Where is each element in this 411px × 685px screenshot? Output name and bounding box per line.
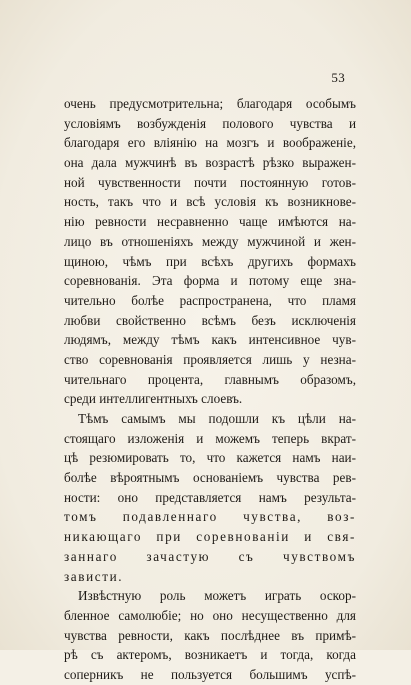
text-line: чительнаго процента, главнымъ образомъ, (64, 371, 356, 387)
body-text (64, 94, 356, 685)
text-line: ности: оно представляется намъ результа- (64, 489, 356, 505)
text-line: любви свойственно всѣмъ безъ исключенія (64, 312, 356, 328)
text-line: людямъ, между тѣмъ какъ интенсивное чув- (64, 332, 356, 348)
text-line: томъ подавленнаго чувства, воз- (64, 509, 356, 525)
text-line: среди интеллигентныхъ слоевъ. (64, 391, 243, 407)
text-line: лицо въ отношеніяхъ между мужчиной и жен- (64, 233, 356, 249)
text-line: Тѣмъ самымъ мы подошли къ цѣли на- (78, 411, 356, 426)
text-line: стоящаго изложенія и можемъ теперь вкрат- (64, 430, 356, 446)
text-line: соперникъ не пользуется большимъ успѣ- (64, 666, 356, 682)
text-line: никающаго при соревнованіи и свя- (64, 529, 356, 545)
text-line: рѣ съ актеромъ, возникаетъ и тогда, когда (64, 647, 356, 663)
text-line: зависти. (64, 568, 124, 584)
text-line: условіямъ возбужденія полового чувства и (64, 115, 356, 131)
text-line: болѣе вѣроятнымъ основаніемъ чувства рев- (64, 470, 356, 486)
text-line: ность, такъ что и всѣ условія къ возникнове- (64, 194, 356, 210)
text-line: заннаго зачастую съ чувствомъ (64, 548, 356, 564)
text-line: соревнованія. Эта форма и потому еще зна- (64, 273, 356, 289)
text-line: она дала мужчинѣ въ возрастѣ рѣзко выражен- (64, 155, 356, 171)
text-line: чительно болѣе распространена, что пламя (64, 292, 356, 308)
text-line: нію ревности несравненно чаще имѣются на- (64, 214, 356, 230)
text-line: Извѣстную роль можетъ играть оскор- (78, 588, 356, 604)
text-line: чувства ревности, какъ послѣднее въ примѣ- (64, 627, 356, 643)
text-line: благодаря его вліянію на мозгъ и воображеніе, (64, 135, 356, 151)
text-line: щиною, чѣмъ при всѣхъ другихъ формахъ (64, 253, 356, 269)
text-line: цѣ резюмировать то, что кажется намъ наи- (64, 450, 356, 466)
text-line: бленное самолюбіе; но оно несущественно для (64, 607, 356, 623)
text-line: ство соревнованія проявляется лишь у незна- (64, 351, 356, 367)
text-line: ной чувственности почти постоянную готов- (64, 174, 356, 190)
page-number: 53 (331, 70, 345, 85)
text-line: очень предусмотрительна; благодаря особымъ (64, 96, 356, 111)
